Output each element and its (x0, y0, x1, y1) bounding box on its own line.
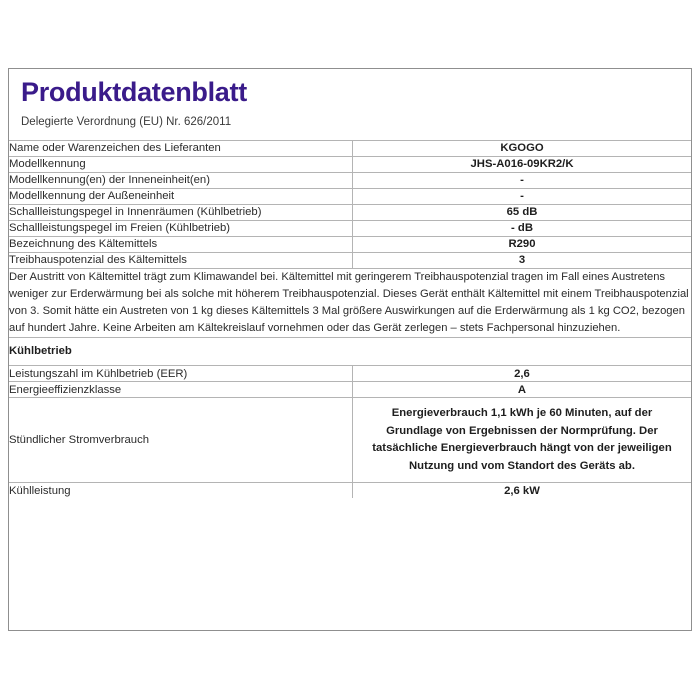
row-label: Stündlicher Stromverbrauch (9, 398, 353, 483)
row-label: Schallleistungspegel in Innenräumen (Kühlbetrieb) (9, 205, 353, 221)
row-value: JHS-A016-09KR2/K (353, 157, 692, 173)
row-value: 2,6 kW (353, 483, 692, 499)
regulation-subtitle: Delegierte Verordnung (EU) Nr. 626/2011 (21, 116, 232, 129)
refrigerant-notice-row (9, 269, 691, 338)
row-label: Bezeichnung des Kältemittels (9, 237, 353, 253)
table-row (9, 205, 691, 221)
row-value: - dB (353, 221, 692, 237)
table-row (9, 382, 691, 398)
cooling-section-heading-row (9, 338, 691, 366)
page-title: Produktdatenblatt (21, 77, 247, 107)
table-row (9, 237, 691, 253)
row-label: Kühlleistung (9, 483, 353, 499)
table-row (9, 253, 691, 269)
row-value: Energieverbrauch 1,1 kWh je 60 Minuten, auf der Grundlage von Ergebnissen der Normprüfung. Der tatsächliche Energieverbrauch hängt von der jeweiligen Nutzung und vom Standort des Geräts ab. (353, 398, 692, 483)
table-row (9, 189, 691, 205)
row-value: 3 (353, 253, 692, 269)
table-row (9, 173, 691, 189)
row-value: 65 dB (353, 205, 692, 221)
row-label: Energieeffizienzklasse (9, 382, 353, 398)
specification-table-body (9, 141, 691, 499)
row-value: R290 (353, 237, 692, 253)
row-label: Name oder Warenzeichen des Lieferanten (9, 141, 353, 157)
product-datasheet (8, 68, 692, 631)
table-row (9, 141, 691, 157)
row-value: 2,6 (353, 366, 692, 382)
refrigerant-notice-cell (9, 269, 691, 338)
row-value: A (353, 382, 692, 398)
row-label: Modellkennung der Außeneinheit (9, 189, 353, 205)
row-label: Modellkennung (9, 157, 353, 173)
table-row (9, 398, 691, 483)
datasheet-header (9, 69, 691, 140)
table-row (9, 483, 691, 499)
row-label: Leistungszahl im Kühlbetrieb (EER) (9, 366, 353, 382)
row-value: - (353, 173, 692, 189)
refrigerant-notice-text: Der Austritt von Kältemittel trägt zum Klimawandel bei. Kältemittel mit geringerem Treibhauspotenzial tragen im Fall eines Austretens weniger zur Erderwärmung bei als solche mit höherem Treibhauspotenzial. Dieses Gerät enthält Kältemittel mit einem Treibhauspotenzial von 3. Somit hätte ein Austreten von 1 kg dieses Kältemittels 3 Mal größere Auswirkungen auf die Erderwärmung als 1 kg CO2, bezogen auf hundert Jahre. Keine Arbeiten am Kältekreislauf vornehmen oder das Gerät zerlegen – stets Fachpersonal hinzuziehen. (9, 271, 689, 335)
row-value: KGOGO (353, 141, 692, 157)
row-label: Modellkennung(en) der Inneneinheit(en) (9, 173, 353, 189)
table-row (9, 221, 691, 237)
specification-table (9, 140, 691, 498)
cooling-section-heading: Kühlbetrieb (9, 338, 691, 366)
table-row (9, 157, 691, 173)
row-value: - (353, 189, 692, 205)
row-label: Treibhauspotenzial des Kältemittels (9, 253, 353, 269)
table-row (9, 366, 691, 382)
row-label: Schallleistungspegel im Freien (Kühlbetrieb) (9, 221, 353, 237)
